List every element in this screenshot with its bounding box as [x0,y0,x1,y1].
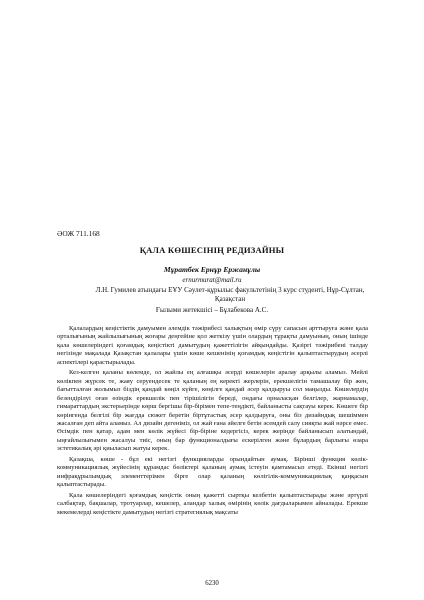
body-paragraph: Қазақша, көше - бұл екі негізгі функцияларды орындайтын аумақ. Бірінші функция көлік-коммуникациялық жүйесінің құрамдас бөліктері қаланың аумақ істеуін қамтамасыз етеді. Екінші негізгі инфрақұрылымдық элементтерімен бірге олар қаланың көлігілік-коммуникациялық қаңқасын қалыптастырады. [57,455,368,489]
page-number: 6230 [205,580,219,587]
body-paragraph: Кез-келген қаланы көлемде, ол жайлы ең алғашқы әсерді көшелерін аралау арқылы аламыз. Мейлі көлікпен жүрсек те, жаяу серуендесек те қаланың ең керекті жерлерін, ерекшелігін тамашалау бір жен, бағытталған жолымыз біздің қандай көңіл күйге, көңілге қандай әсер қалдыруы сол маңызды. Көшелердің безендірілуі оған өзіндік ерекшелік пен тірішілігін береді, ондағы орналасқан белгілер, жарнамалар, гимараттардың экстерьерінде көрш бергішы бір-бірімен тепе-теңдікті, байланысты сақтауы керек. Көшеге бір көрінгенда белгілі бір жағдда сюжет беретін біртұтастық әсер қалдыруға, оны біз дизайндық шешіммен жасалған деп айта аламыз. Ал дизайн дегеніміз, ол жай ғана әйелге бетін әсемдей салу сияқты жай нәрсе емес. Өсімдік пен қатар, адам мен көлік жүйесі бір-біріне кедергісіз, керек жерінде байланысып алатындай, ыңғайлылығымен жасалуы тиіс, оның бар функционалдығы ескерілген және бұлардың барлығы өзара эстетикалық әрі қиыласып жатуы керек. [57,369,368,453]
author-name: Мұратбек Ернұр Ержанұлы [163,265,261,274]
supervisor-line: Ғылыми жетекшісі – Бұлабекова А.С. [155,306,269,314]
udc-code: ӘОЖ 711.168 [57,229,100,238]
article-title: ҚАЛА КӨШЕСІНІҢ РЕДИЗАЙНЫ [139,245,285,255]
author-affiliation: Л.Н. Гумилев атындағы ЕҰУ Сәулет-құрылыс факультетінің 3 курс студенті, Нұр-Сұлтан, Қазақстан [95,286,365,303]
author-email[interactable]: ernurmurat@mail.ru [182,276,242,284]
body-paragraph: Қала көшелеріндегі қоғамдық кеңістік оның қажетті сыртқы келбетін қалыптастырады және әртүрлі салбақтар, бақшалар, тротуарлар, кешелер, аландар халық өмірінің көлік дағдыларымен айналады. Ерекше мекемелерді кеңістікте дамытудың негізгі стратегиялық мақсаты [57,491,368,516]
body-paragraph: Қалалардың кеңістіктік дамуымен әлемдік тәжірибесі халықтың өмір сүру сапасын арттыруға және қала орталығының жайлылығының жоғары деңгейіне қол жеткізу үшін олардың тұрақты дамуының, оның ішінде қала көшелеріндегі қоғамдық кеңістікті дамытудың қажеттілігін айқындайды. Қазіргі тәжірибені талдау негізінде мақалада Қазақстан қалалары үшін көше кешенінің қоғамдық кеңістігін қалыптастырудың әсерлі аспектілері қарастырылады. [57,325,368,366]
article-body [57,325,368,519]
